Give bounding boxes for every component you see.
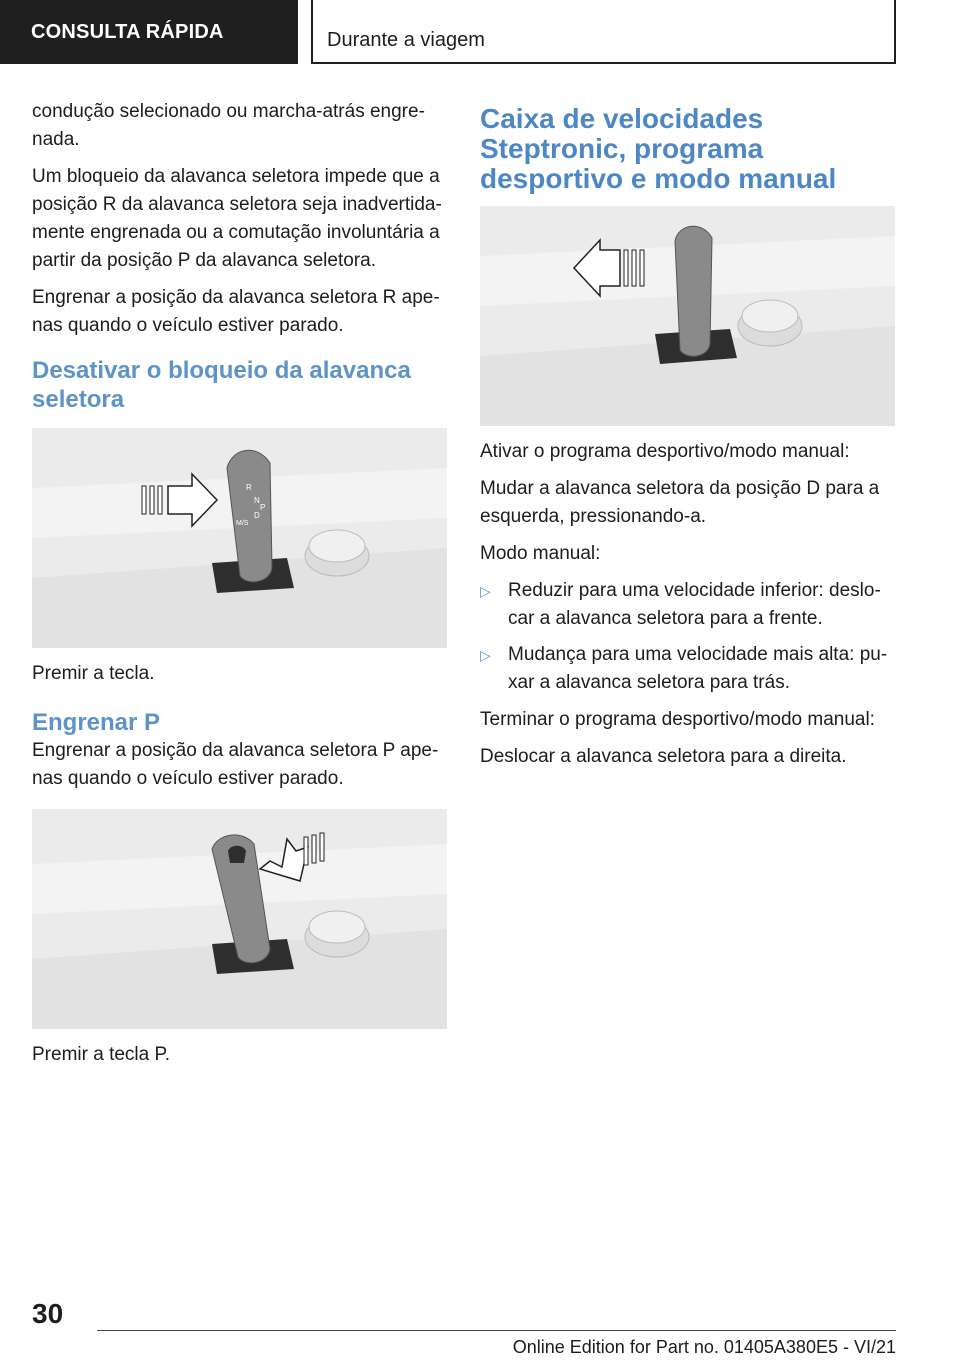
paragraph-lock-info: Um bloqueio da alavanca seletora impede que a posição R da alavanca seletora seja inadvertida-mente engrenada ou a comutação involuntária a partir da posição P da alavanca seletora.: [32, 166, 442, 271]
paragraph-end-sport: Terminar o programa desportivo/modo manual:: [480, 709, 875, 730]
left-column: [32, 98, 447, 1078]
figure-engage-p: [32, 809, 447, 1029]
list-item-downshift: ▷ Reduzir para uma velocidade inferior: deslo-car a alavanca seletora para a frente.: [480, 577, 895, 633]
lever-label-p: P: [260, 503, 266, 512]
lever-label-d: D: [254, 511, 260, 520]
paragraph-continued: condução selecionado ou marcha-atrás engre-nada.: [32, 101, 425, 150]
bullet-triangle-icon: ▷: [480, 647, 491, 663]
gear-lever-sport-illustration: [480, 206, 895, 426]
paragraph-move-left: Mudar a alavanca seletora da posição D para a esquerda, pressionando-a.: [480, 478, 880, 527]
heading-steptronic: Caixa de velocidades Steptronic, programa desportivo e modo manual: [480, 103, 837, 194]
footer-divider: [97, 1330, 896, 1331]
figure-unlock-lever: [32, 428, 447, 648]
caption-engage-p: Premir a tecla P.: [32, 1044, 170, 1065]
bullet-triangle-icon: ▷: [480, 583, 491, 599]
right-column: [480, 98, 895, 780]
gear-lever-illustration: [32, 428, 447, 648]
footer-edition: Online Edition for Part no. 01405A380E5 - VI/21: [512, 1337, 896, 1357]
header-tab: CONSULTA RÁPIDA: [0, 0, 298, 64]
paragraph-move-right: Deslocar a alavanca seletora para a direita.: [480, 746, 847, 767]
paragraph-activate-sport: Ativar o programa desportivo/modo manual:: [480, 441, 850, 462]
list-item-upshift: ▷ Mudança para uma velocidade mais alta: pu-xar a alavanca seletora para trás.: [480, 641, 895, 697]
page-number: 30: [32, 1298, 64, 1329]
heading-engage-p: Engrenar P: [32, 709, 161, 736]
gear-lever-p-illustration: [32, 809, 447, 1029]
caption-unlock: Premir a tecla.: [32, 663, 155, 684]
manual-mode-list: [480, 577, 895, 697]
lever-label-r: R: [246, 483, 252, 492]
paragraph-engage-r: Engrenar a posição da alavanca seletora R ape-nas quando o veículo estiver parado.: [32, 287, 440, 336]
lever-label-n: N: [254, 496, 260, 505]
paragraph-engage-p: Engrenar a posição da alavanca seletora P ape-nas quando o veículo estiver parado.: [32, 740, 439, 789]
paragraph-manual-mode: Modo manual:: [480, 543, 601, 564]
header-section-title: Durante a viagem: [311, 0, 896, 64]
figure-sport-mode: [480, 206, 895, 426]
heading-unlock-lever: Desativar o bloqueio da alavanca seletora: [32, 357, 411, 413]
lever-label-ms: M/S: [236, 520, 249, 527]
